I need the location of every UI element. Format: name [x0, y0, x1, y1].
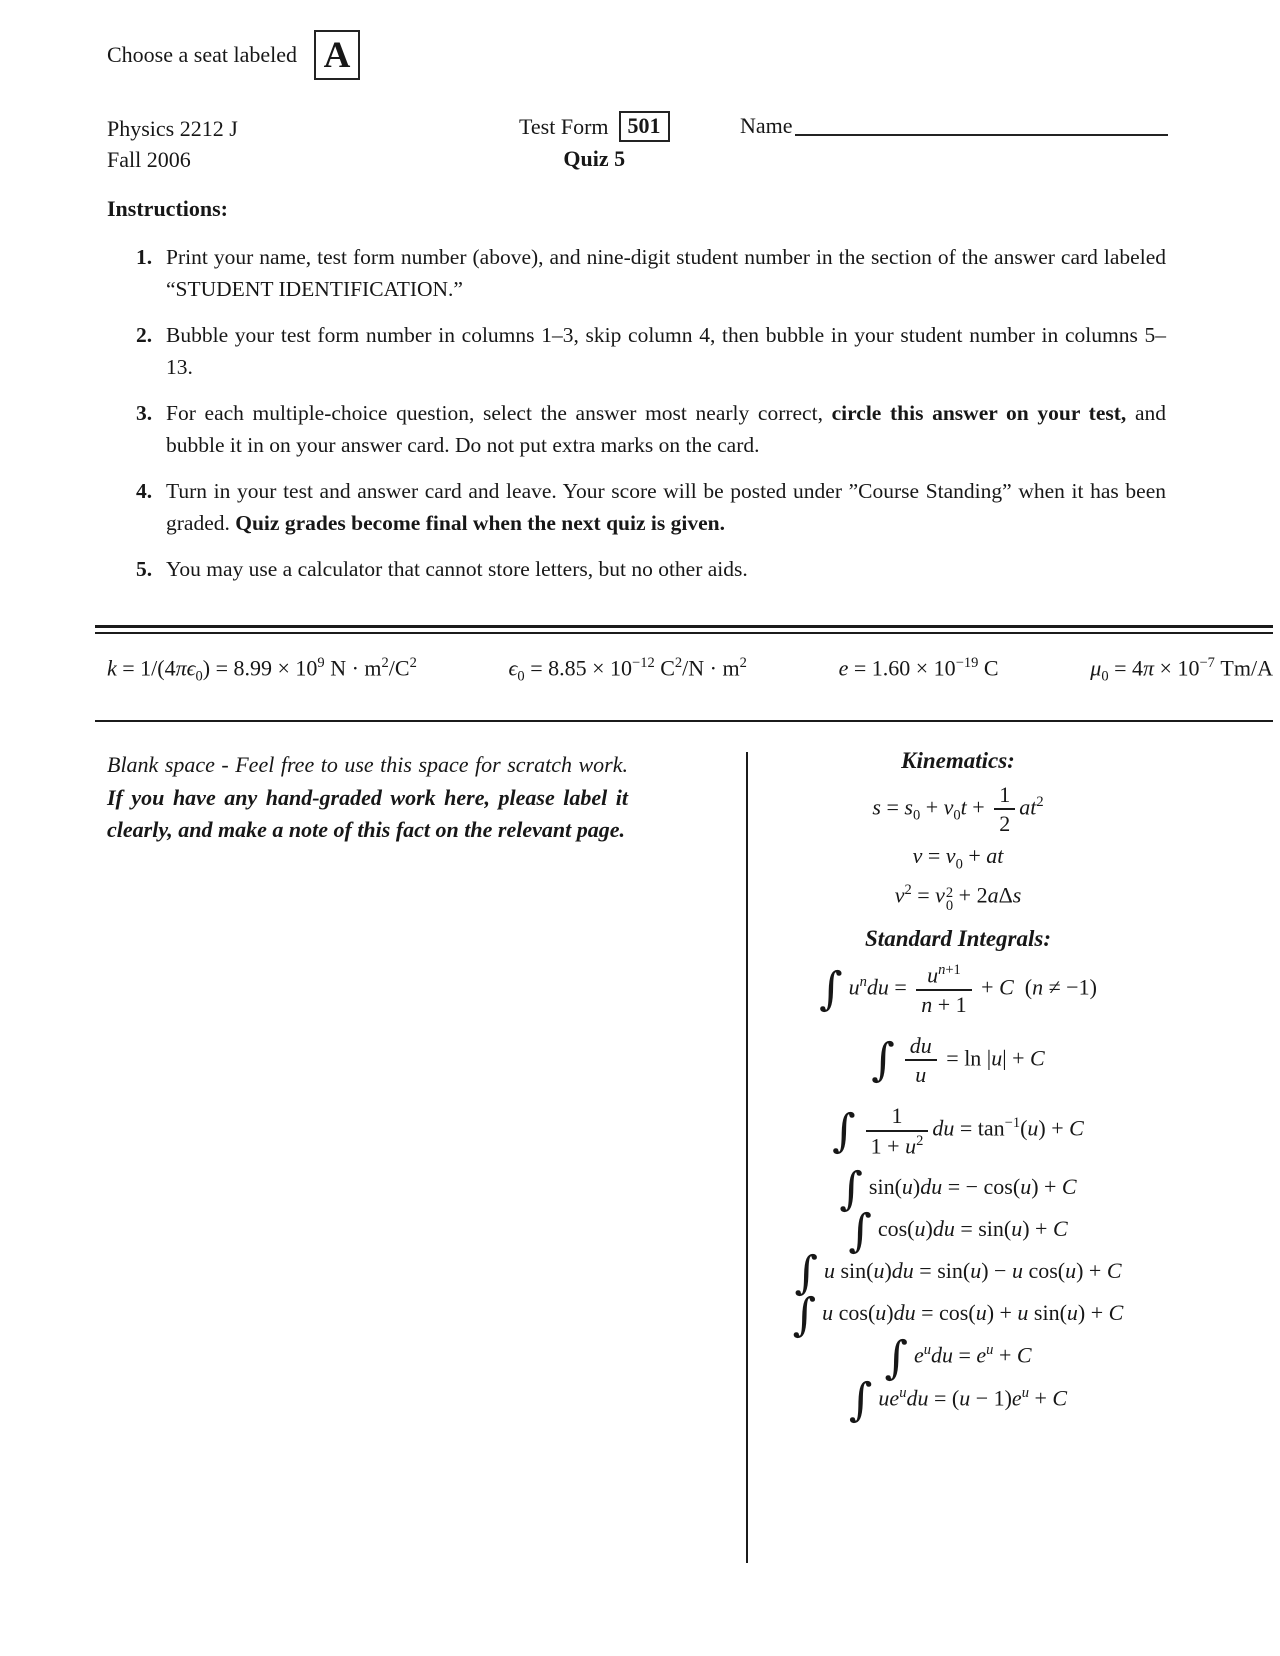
instruction-item-5: [136, 553, 1166, 585]
instruction-item-3: [136, 397, 1166, 461]
constant-e: $e = 1.60 \times 10^{-19}$ C: [838, 655, 999, 681]
integral-u-exp: ∫ $ue^udu = (u - 1)e^u + C$: [848, 1372, 1068, 1426]
integral-exp: ∫ $e^udu = e^u + C$: [884, 1330, 1032, 1384]
instruction-item-4: [136, 475, 1166, 539]
single-horizontal-rule: [95, 720, 1273, 722]
instruction-text: For each multiple-choice question, select the answer most nearly correct, circle this answer on your test, and bubble it in on your answer card. Do not put extra marks on the card.: [166, 401, 1166, 457]
seat-assignment-row: [107, 30, 360, 80]
test-form-label: Test Form: [519, 113, 609, 139]
seat-letter-box: A: [314, 30, 360, 80]
integral-arctan: ∫ $\frac{1}{1 + u^2}$ du = $\tan^{-1}(u) + C$: [832, 1103, 1084, 1159]
integral-du-over-u: ∫ $\frac{du}{u}$ = ln |u| + C: [871, 1032, 1045, 1088]
quiz-title: Quiz 5: [563, 146, 626, 171]
name-field-row: [740, 113, 1168, 139]
integral-sin: ∫ sin(u)du = − cos(u) + C: [839, 1162, 1077, 1216]
constant-k: $k = 1/(4\pi\epsilon_0) = 8.99 \times 10^9$ $N \cdot m^2/C^2$: [107, 655, 417, 685]
integral-power-rule: ∫ $u^ndu$ = $\frac{u^{n+1}}{n + 1}$ + C (n ≠ −1): [819, 961, 1097, 1017]
constants-row: [107, 655, 1273, 686]
test-form-number-box: 501: [619, 111, 670, 142]
instruction-number: 3.: [136, 401, 153, 425]
course-name: Physics 2212 J: [107, 116, 238, 141]
test-form-row: [519, 111, 670, 142]
name-blank-line[interactable]: [795, 113, 1168, 136]
instruction-text: You may use a calculator that cannot store letters, but no other aids.: [166, 557, 748, 581]
integral-u-cos: ∫ u cos(u)du = cos(u) + u sin(u) + C: [792, 1288, 1124, 1342]
kinematics-equation-velocity-squared: $v^2 = v$ 2 0 + 2aΔs: [894, 881, 1022, 914]
column-divider-line: [746, 752, 748, 1563]
name-label: Name: [740, 113, 793, 138]
constant-mu0: $\mu_0 = 4\pi \times 10^{-7}$ Tm/A: [1090, 655, 1273, 685]
seat-label-text: Choose a seat labeled: [107, 42, 297, 67]
instruction-number: 4.: [136, 479, 153, 503]
instruction-number: 1.: [136, 245, 153, 269]
double-horizontal-rule: [95, 625, 1273, 634]
instruction-text: Bubble your test form number in columns 1–3, skip column 4, then bubble in your student number in columns 5–13.: [166, 323, 1166, 379]
course-info-block: [107, 113, 238, 175]
constant-epsilon0: $\epsilon_0 = 8.85 \times 10^{-12}$ $C^2/N \cdot m^2$: [508, 655, 747, 685]
formula-column: [756, 748, 1160, 1427]
integral-cos: ∫ cos(u)du = sin(u) + C: [848, 1204, 1068, 1258]
instructions-list: [136, 241, 1166, 599]
course-term: Fall 2006: [107, 147, 191, 172]
instruction-text: Print your name, test form number (above), and nine-digit student number in the section of the answer card labeled “STUDENT IDENTIFICATION.”: [166, 245, 1166, 301]
instruction-text: Turn in your test and answer card and leave. Your score will be posted under ”Course Standing” when it has been graded. Quiz grades become final when the next quiz is given.: [166, 479, 1166, 535]
instruction-number: 5.: [136, 557, 153, 581]
scratch-space-note: Blank space - Feel free to use this space for scratch work. If you have any hand-graded work here, please label it clearly, and make a note of this fact on the relevant page.: [107, 752, 628, 842]
integral-u-sin: ∫ u sin(u)du = sin(u) − u cos(u) + C: [794, 1246, 1122, 1300]
instruction-item-1: [136, 241, 1166, 305]
standard-integrals-heading: Standard Integrals:: [865, 925, 1051, 951]
kinematics-equation-position: $s = s_0 + v_0t$ + $\frac{1}{2}$ $at^2$: [872, 782, 1044, 837]
kinematics-heading: Kinematics:: [901, 748, 1015, 773]
instruction-number: 2.: [136, 323, 153, 347]
test-form-block: [519, 111, 670, 172]
instruction-item-2: [136, 319, 1166, 383]
kinematics-equation-velocity: $v = v_0$ + at: [912, 842, 1004, 872]
instructions-heading: Instructions:: [107, 196, 229, 221]
